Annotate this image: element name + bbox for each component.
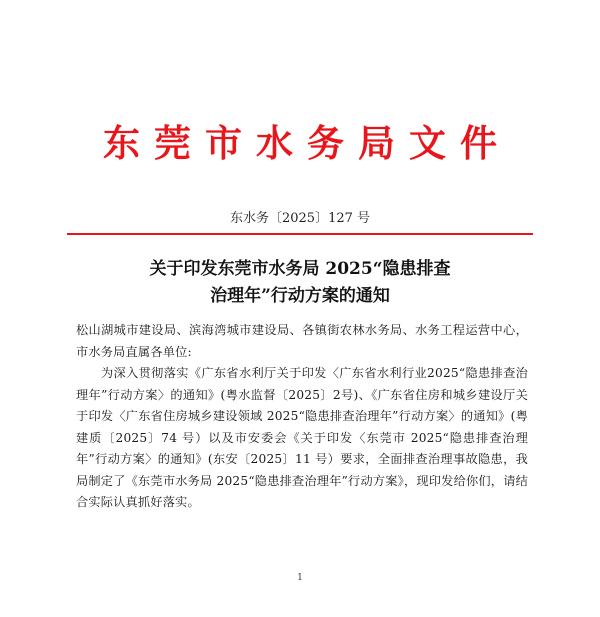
document-body bbox=[76, 320, 528, 514]
title-line-1: 关于印发东莞市水务局 2025“隐患排查 bbox=[149, 259, 451, 279]
title-line-2: 治理年”行动方案的通知 bbox=[210, 286, 390, 306]
document-title bbox=[70, 256, 530, 310]
main-paragraph: 为深入贯彻落实《广东省水利厅关于印发〈广东省水利行业2025“隐患排查治理年”行动方案〉的通知》(粤水监督〔2025〕2号)、《广东省住房和城乡建设厅关于印发〈广东省住房城乡建设领域 2025“隐患排查治理年”行动方案〉的通知》(粤建质〔2025〕74 号）以及市安委会《关于印发〈东莞市 2025“隐患排查治理年”行动方案〉的通知》(东安〔2025〕11 号）要求，全面排查治理事故隐患，我局制定了《东莞市水务局 2025“隐患排查治理年”行动方案》，现印发给你们，请结合实际认真抓好落实。 bbox=[76, 366, 528, 509]
addressee-paragraph: 松山湖城市建设局、滨海湾城市建设局、各镇街农林水务局、水务工程运营中心，市水务局直属各单位: bbox=[76, 323, 528, 359]
red-divider-line bbox=[67, 233, 533, 235]
page-number: 1 bbox=[297, 573, 303, 583]
document-masthead: 东莞市水务局文件 bbox=[103, 122, 511, 165]
document-number: 东水务〔2025〕127 号 bbox=[229, 211, 371, 226]
